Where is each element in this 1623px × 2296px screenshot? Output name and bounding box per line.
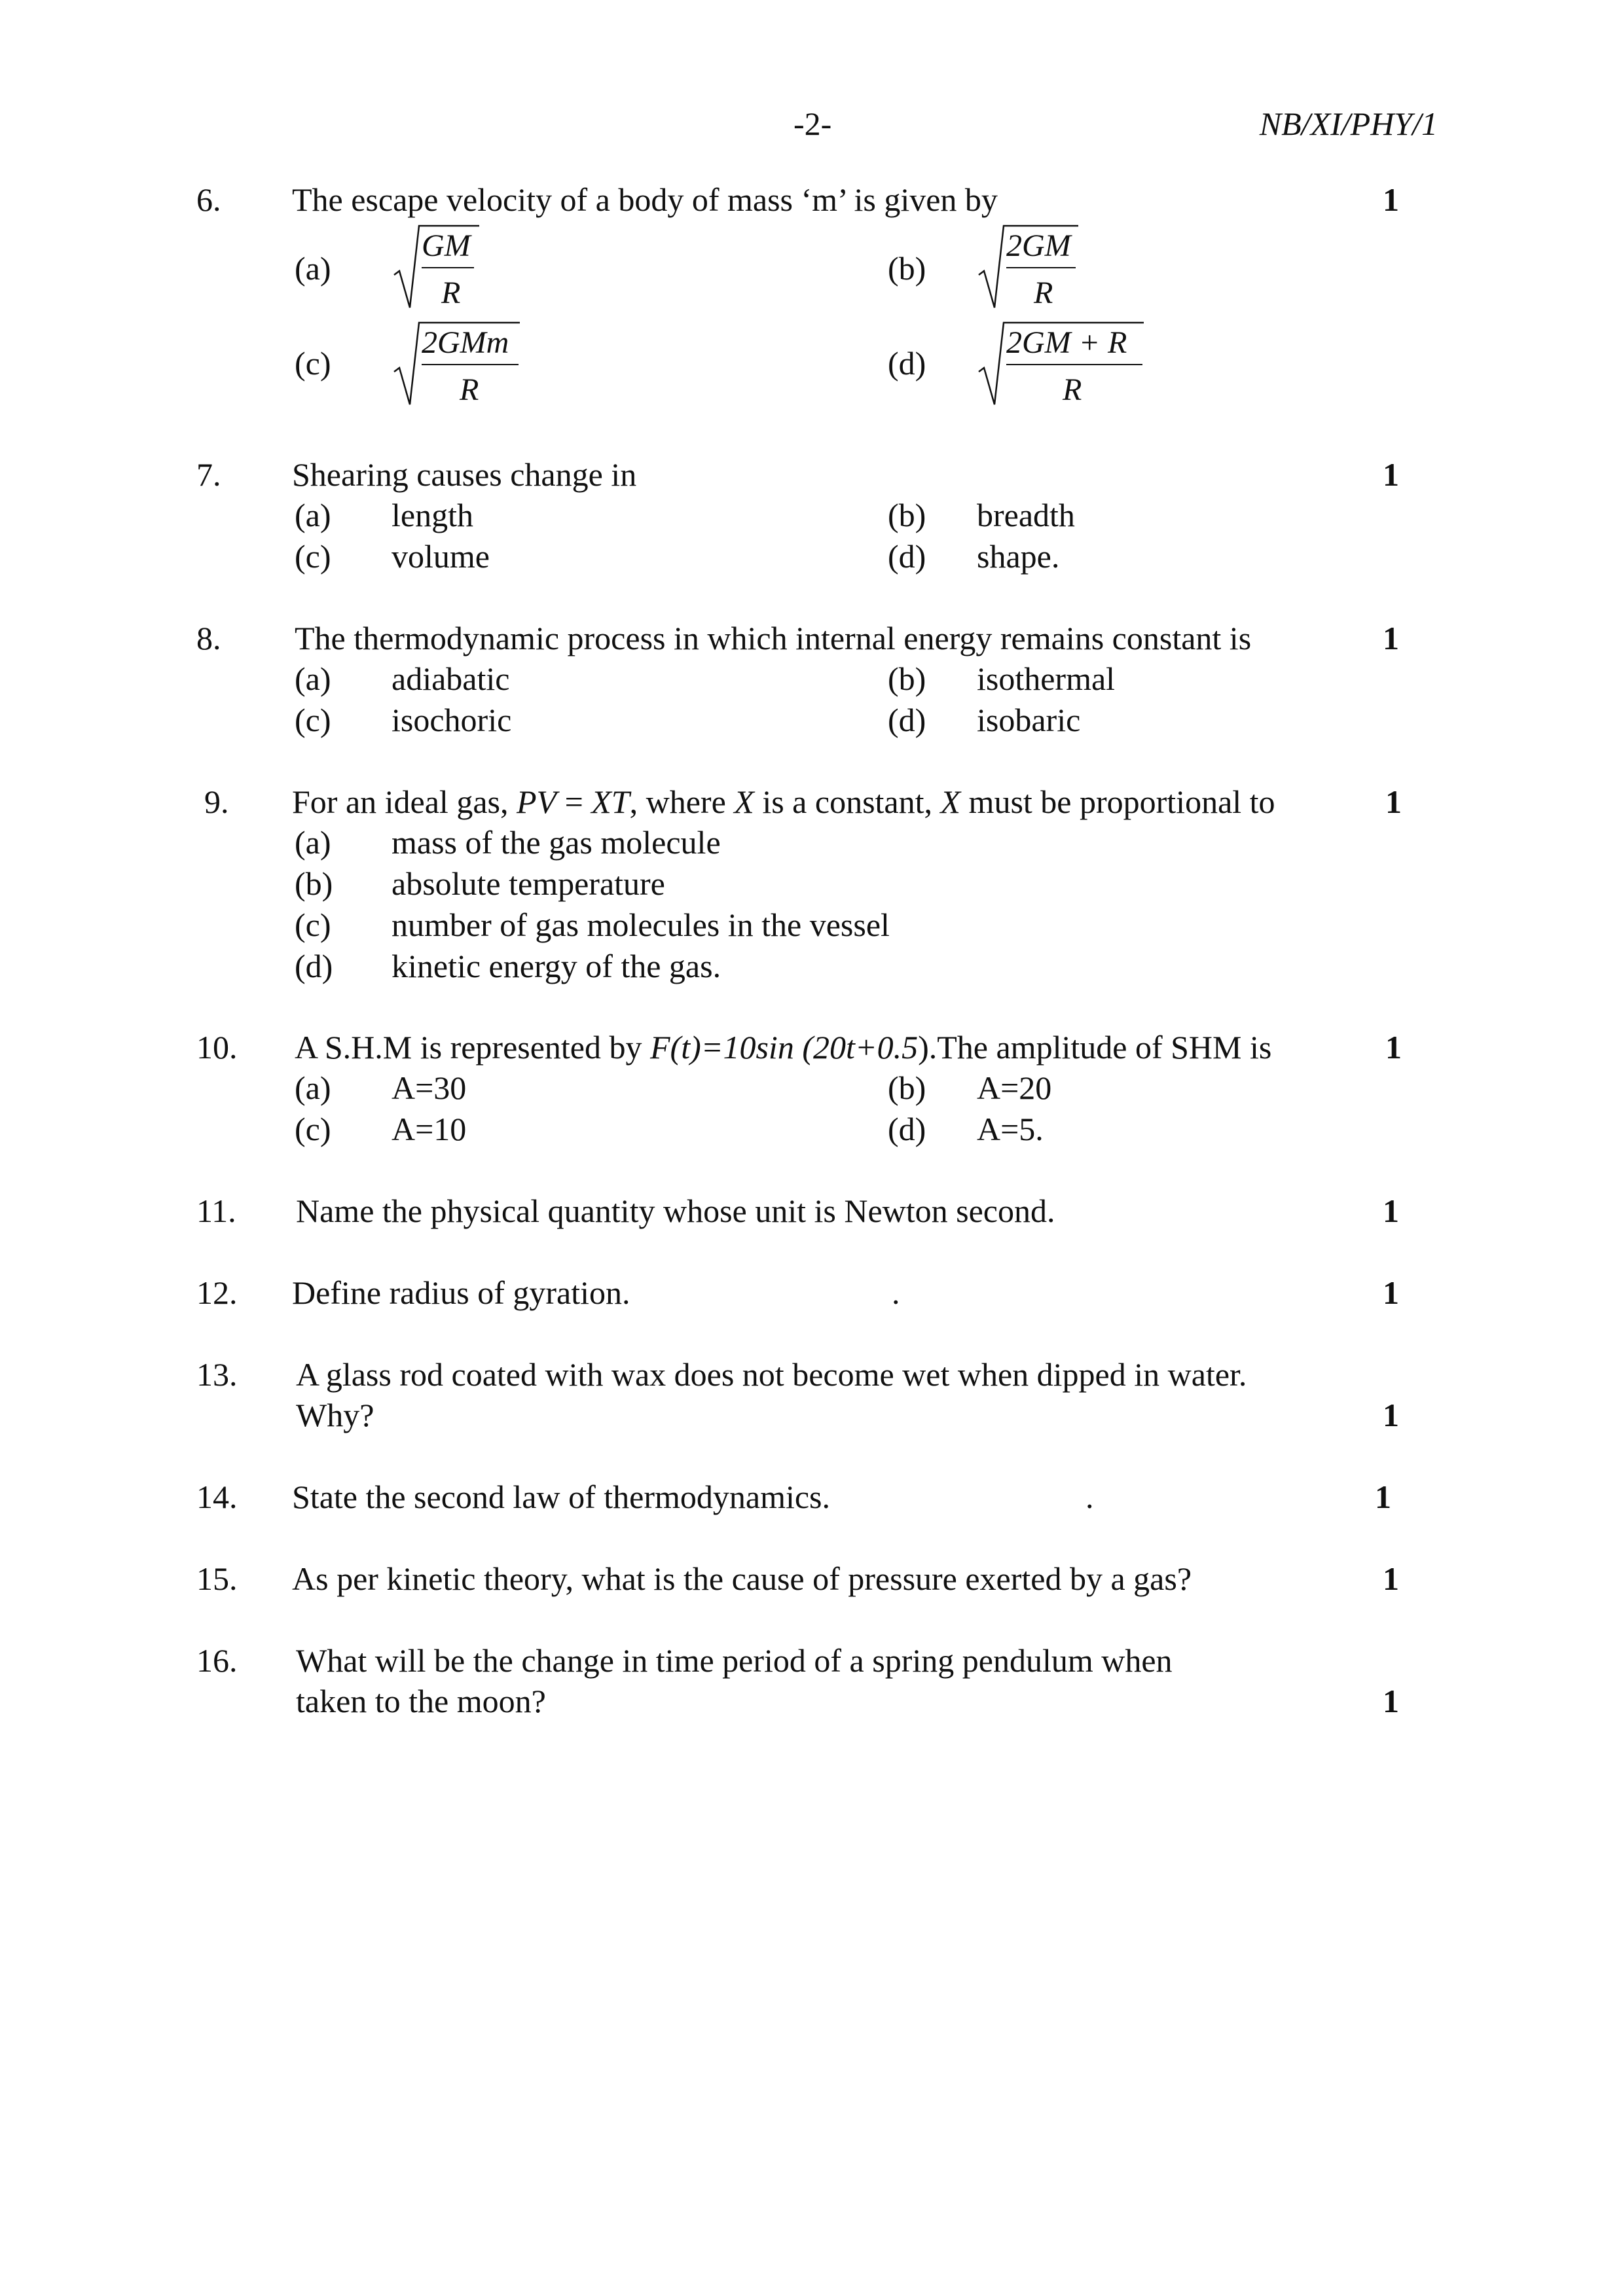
option-label: (a) [295, 1069, 331, 1106]
question-text: Shearing causes change in [292, 456, 637, 493]
question-text-line-1: A glass rod coated with wax does not become wet when dipped in water. [296, 1356, 1247, 1393]
question-text: As per kinetic theory, what is the cause of pressure exerted by a gas? [292, 1560, 1192, 1597]
question-number: 7. [196, 456, 221, 493]
stray-mark: . [892, 1274, 900, 1311]
stray-mark: . [1085, 1479, 1094, 1515]
question-number: 15. [196, 1560, 238, 1597]
option-label: (d) [295, 948, 333, 984]
question-number: 11. [196, 1193, 236, 1229]
option-label: (c) [295, 1111, 331, 1147]
option-label: (c) [295, 538, 331, 575]
option-label: (b) [888, 1069, 926, 1106]
fraction-bar [1006, 267, 1076, 268]
question-marks: 1 [1383, 1683, 1399, 1719]
question-marks: 1 [1383, 1560, 1399, 1597]
option-text: isobaric [977, 702, 1081, 738]
question-marks: 1 [1383, 181, 1399, 218]
option-text: isochoric [392, 702, 512, 738]
option-text: volume [392, 538, 490, 575]
option-label: (d) [888, 538, 926, 575]
numerator: 2GM + R [1006, 325, 1127, 360]
denominator: R [460, 372, 479, 407]
option-label: (a) [295, 250, 331, 287]
option-text: isothermal [977, 660, 1116, 697]
question-text: State the second law of thermodynamics. [292, 1479, 830, 1515]
question-marks: 1 [1383, 620, 1399, 656]
question-text-line-2: taken to the moon? [296, 1683, 546, 1719]
option-text: kinetic energy of the gas. [392, 948, 721, 984]
question-number: 16. [196, 1642, 238, 1679]
option-label: (b) [295, 865, 333, 902]
question-number: 12. [196, 1274, 238, 1311]
option-label: (b) [888, 250, 926, 287]
question-marks: 1 [1375, 1479, 1391, 1515]
question-text: For an ideal gas, PV = XT, where X is a constant, X must be proportional to [292, 783, 1275, 820]
option-label: (a) [295, 660, 331, 697]
option-text: breadth [977, 497, 1075, 533]
question-marks: 1 [1385, 1029, 1402, 1066]
option-label: (b) [888, 660, 926, 697]
option-label: (c) [295, 702, 331, 738]
option-label: (c) [295, 345, 331, 382]
option-label: (d) [888, 702, 926, 738]
denominator: R [1034, 276, 1053, 310]
question-text-line-1: What will be the change in time period of a spring pendulum when [296, 1642, 1173, 1679]
question-number: 14. [196, 1479, 238, 1515]
option-text: number of gas molecules in the vessel [392, 906, 890, 943]
numerator: GM [422, 228, 471, 263]
option-label: (a) [295, 497, 331, 533]
option-label: (a) [295, 824, 331, 861]
option-text: length [392, 497, 473, 533]
option-text: A=10 [392, 1111, 467, 1147]
question-number: 9. [204, 783, 229, 820]
question-text: The escape velocity of a body of mass ‘m’ is given by [292, 181, 998, 218]
fraction-bar [422, 267, 474, 268]
option-text: A=30 [392, 1069, 467, 1106]
option-text: absolute temperature [392, 865, 665, 902]
fraction-bar [1006, 364, 1142, 365]
option-text: adiabatic [392, 660, 510, 697]
question-marks: 1 [1383, 1397, 1399, 1433]
page-number: -2- [793, 105, 832, 142]
question-number: 10. [196, 1029, 238, 1066]
question-text: Name the physical quantity whose unit is Newton second. [296, 1193, 1055, 1229]
paper-code: NB/XI/PHY/1 [1259, 105, 1438, 142]
option-label: (c) [295, 906, 331, 943]
fraction-bar [422, 364, 519, 365]
option-label: (d) [888, 1111, 926, 1147]
question-text: A S.H.M is represented by F(t)=10sin (20t+0.5).The amplitude of SHM is [295, 1029, 1272, 1066]
question-text: Define radius of gyration. [292, 1274, 630, 1311]
numerator: 2GMm [422, 325, 509, 360]
question-marks: 1 [1385, 783, 1402, 820]
question-marks: 1 [1383, 456, 1399, 493]
question-text-line-2: Why? [296, 1397, 374, 1433]
option-label: (d) [888, 345, 926, 382]
question-marks: 1 [1383, 1274, 1399, 1311]
question-marks: 1 [1383, 1193, 1399, 1229]
option-text: shape. [977, 538, 1060, 575]
numerator: 2GM [1006, 228, 1071, 263]
question-number: 13. [196, 1356, 238, 1393]
denominator: R [1063, 372, 1082, 407]
question-text: The thermodynamic process in which internal energy remains constant is [295, 620, 1252, 656]
question-number: 6. [196, 181, 221, 218]
denominator: R [441, 276, 461, 310]
option-label: (b) [888, 497, 926, 533]
option-text: A=5. [977, 1111, 1044, 1147]
option-text: A=20 [977, 1069, 1052, 1106]
option-text: mass of the gas molecule [392, 824, 721, 861]
question-number: 8. [196, 620, 221, 656]
